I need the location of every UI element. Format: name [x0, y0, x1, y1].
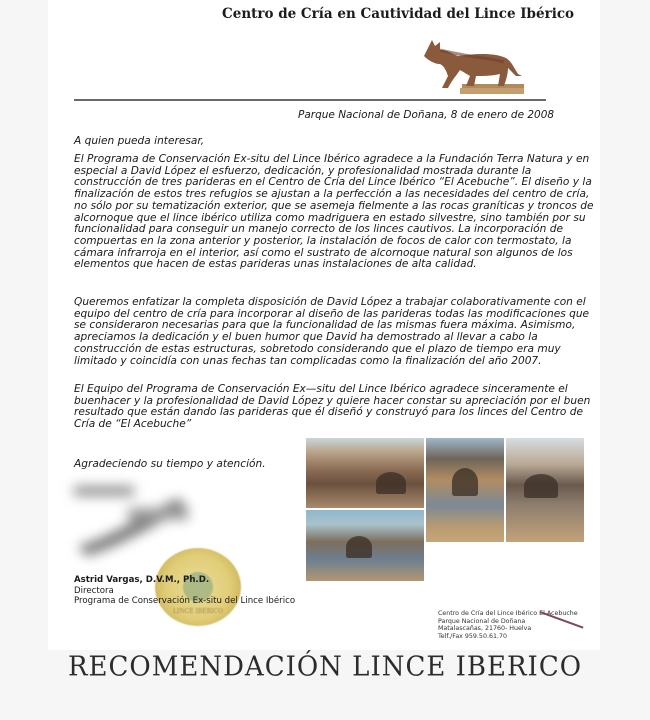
address-line-2: Parque Nacional de Doñana	[438, 617, 526, 625]
photo-paridera-4	[306, 510, 424, 581]
paragraph-3: El Equipo del Programa de Conservación Ex—situ del Lince Ibérico agradece sinceramente el buenhacer y la profesionalidad de David López y quiere hacer constar su apreciación por el buen resultado que están dando las parideras que él diseñó y construyó para los linces del Centro de Cría de “El Acebuche”	[74, 383, 591, 431]
signer-name: Astrid Vargas, D.V.M., Ph.D.	[74, 575, 210, 585]
letterhead-divider	[74, 99, 546, 101]
photo-paridera-3	[506, 438, 584, 542]
footer-address	[438, 610, 578, 640]
address-line-3: Matalascañas, 21760- Huelva	[438, 625, 532, 633]
signature-redacted	[68, 478, 208, 558]
salutation: A quien pueda interesar,	[74, 135, 205, 147]
address-line-1: Centro de Cría del Lince Ibérico El Acebuche	[438, 610, 578, 617]
date-line: Parque Nacional de Doñana, 8 de enero de 2008	[298, 109, 555, 121]
closing-line: Agradeciendo su tiempo y atención.	[74, 458, 266, 470]
photo-collage	[304, 438, 584, 584]
signer-block	[74, 575, 295, 607]
seal-text: LINCE IBERICO	[172, 608, 224, 615]
paragraph-1: El Programa de Conservación Ex-situ del Lince Ibérico agradece a la Fundación Terra Natura y en especial a David López el esfuerzo, dedicación, y profesionalidad mostrada durante la construcción de tres parideras en el Centro de Cría del Lince Ibérico “El Acebuche”. El diseño y la finalización de estos tres refugios se ajustan a la perfección a las necesidades del centro de cría, no sólo por su tematización exterior, que se asemeja fielmente a las rocas graníticas y troncos de alcornoque que el lince ibérico utiliza como madriguera en estado silvestre, sino también por su funcionalidad para conseguir un manejo correcto de los linces cautivos. La incorporación de compuertas en la zona anterior y posterior, la instalación de focos de calor con termostato, la cámara infrarroja en el interior, así como el sustrato de alcornoque natural son algunos de los elementos que hacen de estas parideras unas instalaciones de alta calidad.	[74, 153, 594, 271]
paragraph-2: Queremos enfatizar la completa disposición de David López a trabajar colaborativamente con el equipo del centro de cría para incorporar al diseño de las parideras todas las modificaciones que se consideraron necesarias para que la funcionalidad de las mismas fuera máxima. Asimismo, apreciamos la dedicación y el buen humor que David ha demostrado al llevar a cabo la construcción de estas estructuras, sobretodo considerando que el plazo de tiempo era muy limitado y coincidía con unas fechas tan complicadas como la finalización del año 2007.	[74, 296, 590, 367]
lynx-icon	[418, 32, 528, 96]
banner-title: RECOMENDACIÓN LINCE IBERICO	[67, 651, 583, 683]
signer-organization: Programa de Conservación Ex-situ del Lince Ibérico	[74, 596, 296, 606]
signer-role: Directora	[74, 585, 114, 596]
letterhead-title: Centro de Cría en Cautividad del Lince Ibérico	[222, 6, 575, 22]
photo-paridera-2	[426, 438, 504, 542]
photo-paridera-1	[306, 438, 424, 508]
address-line-4: Telf./Fax 959.50.61.70	[438, 632, 507, 640]
